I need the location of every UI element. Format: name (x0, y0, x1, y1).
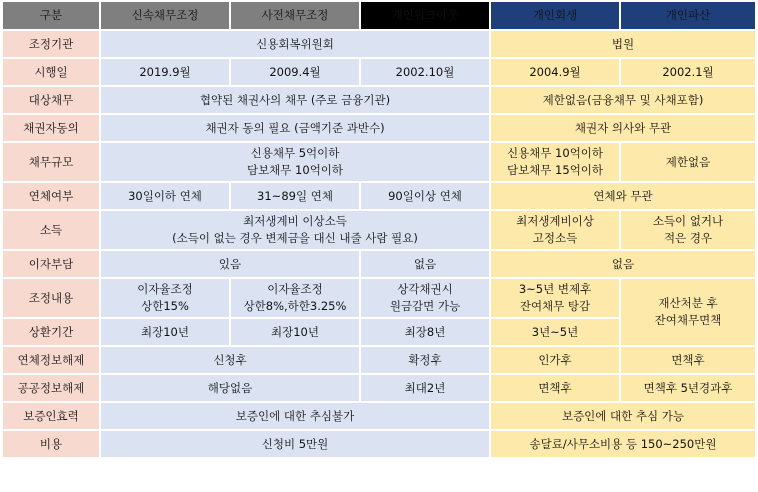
cell-c2: 31~89일 연체 (231, 183, 359, 209)
cell-c3: 확정후 (361, 347, 489, 373)
cell-credit: 보증인에 대한 추심불가 (101, 403, 489, 429)
cell-c4: 면책후 (491, 375, 619, 401)
cell-line: 상한15% (141, 299, 189, 313)
row-label: 상환기간 (3, 319, 99, 345)
row-agency (3, 31, 755, 57)
cell-c3: 2002.10월 (361, 59, 489, 85)
cell-line: 담보채무 10억이하 (246, 163, 344, 177)
cell-c4 (491, 279, 619, 317)
cell-c4: 3년~5년 (491, 319, 619, 345)
cell-line: 최저생계비 이상소득 (243, 214, 347, 228)
debt-relief-comparison-table (1, 0, 757, 459)
row-public-info-release (3, 375, 755, 401)
cell-c5 (621, 279, 755, 345)
cell-line: 3~5년 변제후 (518, 282, 592, 296)
cell-line: 담보채무 15억이하 (506, 163, 604, 177)
header-workout: 개인워크아웃 (361, 2, 489, 29)
row-label: 소득 (3, 211, 99, 249)
cell-line: 이자율조정 (137, 282, 193, 296)
cell-line: (소득이 없는 경우 변제금을 대신 내줄 사람 필요) (172, 231, 418, 245)
cell-c1 (101, 279, 229, 317)
row-guarantor-effect (3, 403, 755, 429)
cell-line: 고정소득 (532, 231, 578, 245)
row-label: 연체여부 (3, 183, 99, 209)
cell-court: 법원 (491, 31, 755, 57)
cell-court: 제한없음(금융채무 및 사채포함) (491, 87, 755, 113)
cell-line: 잔여채무 탕감 (519, 299, 591, 313)
cell-c4 (491, 143, 619, 181)
cell-court: 채권자 의사와 무관 (491, 115, 755, 141)
row-delinquency (3, 183, 755, 209)
cell-credit (101, 143, 489, 181)
cell-court: 연체와 무관 (491, 183, 755, 209)
cell-c4: 2004.9월 (491, 59, 619, 85)
row-label: 이자부담 (3, 251, 99, 277)
header-bankruptcy: 개인파산 (621, 2, 755, 29)
cell-c3: 최대2년 (361, 375, 489, 401)
row-label: 조정내용 (3, 279, 99, 317)
cell-credit: 협약된 채권사의 채무 (주로 금융기관) (101, 87, 489, 113)
cell-c12: 해당없음 (101, 375, 359, 401)
cell-c5: 면책후 5년경과후 (621, 375, 755, 401)
header-rapid-adjustment: 신속채무조정 (101, 2, 229, 29)
row-creditor-consent (3, 115, 755, 141)
header-category: 구분 (3, 2, 99, 29)
row-debt-size (3, 143, 755, 181)
cell-c2: 최장10년 (231, 319, 359, 345)
row-cost (3, 431, 755, 457)
cell-c3: 없음 (361, 251, 489, 277)
row-target-debt (3, 87, 755, 113)
cell-line: 재산처분 후 (658, 296, 718, 310)
cell-line: 최저생계비이상 (516, 214, 594, 228)
cell-court: 보증인에 대한 추심 가능 (491, 403, 755, 429)
cell-c5: 제한없음 (621, 143, 755, 181)
cell-credit: 채권자 동의 필요 (금액기준 과반수) (101, 115, 489, 141)
cell-line: 신용채무 5억이하 (250, 146, 340, 160)
header-rehabilitation: 개인회생 (491, 2, 619, 29)
cell-line: 소득이 없거나 (652, 214, 724, 228)
row-label: 보증인효력 (3, 403, 99, 429)
row-income (3, 211, 755, 249)
cell-c12: 신청후 (101, 347, 359, 373)
cell-c1: 2019.9월 (101, 59, 229, 85)
cell-credit (101, 211, 489, 249)
cell-c5: 2002.1월 (621, 59, 755, 85)
cell-c12: 있음 (101, 251, 359, 277)
cell-line: 상한8%,하한3.25% (243, 299, 347, 313)
cell-c1: 최장10년 (101, 319, 229, 345)
cell-credit: 신청비 5만원 (101, 431, 489, 457)
cell-court: 송달료/사무소비용 등 150~250만원 (491, 431, 755, 457)
header-pre-adjustment: 사전채무조정 (231, 2, 359, 29)
row-adjustment (3, 279, 755, 317)
cell-line: 잔여채무면책 (654, 313, 722, 327)
cell-c2 (231, 279, 359, 317)
cell-c3 (361, 279, 489, 317)
row-label: 연체정보해제 (3, 347, 99, 373)
cell-credit: 신용회복위원회 (101, 31, 489, 57)
header-row (3, 2, 755, 29)
cell-c5 (621, 211, 755, 249)
row-start-date (3, 59, 755, 85)
row-label: 조정기관 (3, 31, 99, 57)
cell-line: 신용채무 10억이하 (506, 146, 604, 160)
cell-c4 (491, 211, 619, 249)
row-label: 비용 (3, 431, 99, 457)
row-label: 공공정보해제 (3, 375, 99, 401)
cell-line: 원금감면 가능 (389, 299, 461, 313)
cell-c2: 2009.4월 (231, 59, 359, 85)
cell-court: 없음 (491, 251, 755, 277)
cell-c4: 인가후 (491, 347, 619, 373)
cell-c1: 30일이하 연체 (101, 183, 229, 209)
cell-line: 적은 경우 (663, 231, 713, 245)
cell-line: 이자율조정 (267, 282, 323, 296)
row-label: 채무규모 (3, 143, 99, 181)
row-delinquency-info-release (3, 347, 755, 373)
row-label: 대상채무 (3, 87, 99, 113)
row-label: 시행일 (3, 59, 99, 85)
cell-c3: 최장8년 (361, 319, 489, 345)
row-interest (3, 251, 755, 277)
cell-c3: 90일이상 연체 (361, 183, 489, 209)
cell-c5: 면책후 (621, 347, 755, 373)
cell-line: 상각채권시 (397, 282, 453, 296)
row-label: 채권자동의 (3, 115, 99, 141)
